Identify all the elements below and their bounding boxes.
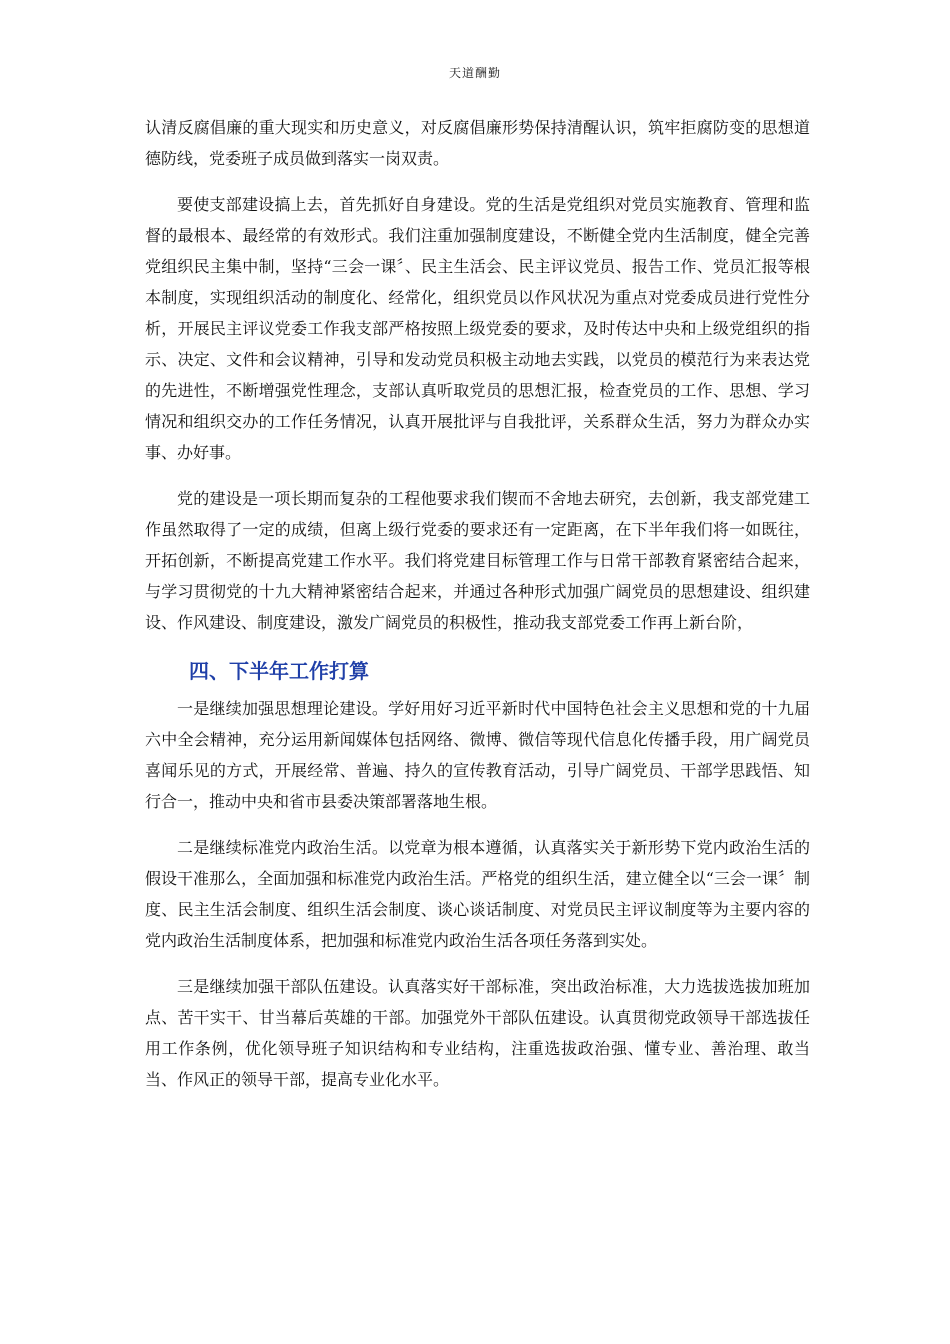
page-header: 天道酬勤 [448, 66, 501, 80]
paragraph-party-building: 党的建设是一项长期而复杂的工程他要求我们锲而不舍地去研究，去创新，我支部党建工作虽然取得了一定的成绩，但离上级行党委的要求还有一定距离，在下半年我们将一如既往，开拓创新，不断提高党建工作水平。我们将党建目标管理工作与日常干部教育紧密结合起来，与学习贯彻党的十九大精神紧密结合起来，并通过各种形式加强广阔党员的思想建设、组织建设、作风建设、制度建设，激发广阔党员的积极性，推动我支部党委工作再上新台阶， [145, 489, 810, 632]
paragraph-plan-1: 一是继续加强思想理论建设。学好用好习近平新时代中国特色社会主义思想和党的十九届六中全会精神，充分运用新闻媒体包括网络、微博、微信等现代信息化传播手段，用广阔党员喜闻乐见的方式，开展经常、普遍、持久的宣传教育活动，引导广阔党员、干部学思践悟、知行合一，推动中央和省市县委决策部署落地生根。 [145, 699, 810, 811]
paragraph-branch-building: 要使支部建设搞上去，首先抓好自身建设。党的生活是党组织对党员实施教育、管理和监督的最根本、最经常的有效形式。我们注重加强制度建设，不断健全党内生活制度，健全完善党组织民主集中制，坚持“三会一课〞、民主生活会、民主评议党员、报告工作、党员汇报等根本制度，实现组织活动的制度化、经常化，组织党员以作风状况为重点对党委成员进行党性分析，开展民主评议党委工作我支部严格按照上级党委的要求，及时传达中央和上级党组织的指示、决定、文件和会议精神，引导和发动党员积极主动地去实践，以党员的模范行为来表达党的先进性，不断增强党性理念，支部认真听取党员的思想汇报，检查党员的工作、思想、学习情况和组织交办的工作任务情况，认真开展批评与自我批评，关系群众生活，努力为群众办实事、办好事。 [145, 195, 810, 462]
document-body [145, 112, 810, 1110]
paragraph-plan-2: 二是继续标准党内政治生活。以党章为根本遵循，认真落实关于新形势下党内政治生活的假设干准那么，全面加强和标准党内政治生活。严格党的组织生活，建立健全以“三会一课〞制度、民主生活会制度、组织生活会制度、谈心谈话制度、对党员民主评议制度等为主要内容的党内政治生活制度体系，把加强和标准党内政治生活各项任务落到实处。 [145, 838, 810, 950]
paragraph-plan-3: 三是继续加强干部队伍建设。认真落实好干部标准，突出政治标准，大力选拔选拔加班加点、苦干实干、甘当幕后英雄的干部。加强党外干部队伍建设。认真贯彻党政领导干部选拔任用工作条例，优化领导班子知识结构和专业结构，注重选拔政治强、懂专业、善治理、敢当当、作风正的领导干部，提高专业化水平。 [145, 977, 810, 1089]
paragraph-continuation: 认清反腐倡廉的重大现实和历史意义，对反腐倡廉形势保持清醒认识，筑牢拒腐防变的思想道德防线，党委班子成员做到落实一岗双责。 [145, 118, 810, 168]
section-heading: 四、下半年工作打算 [189, 659, 369, 683]
